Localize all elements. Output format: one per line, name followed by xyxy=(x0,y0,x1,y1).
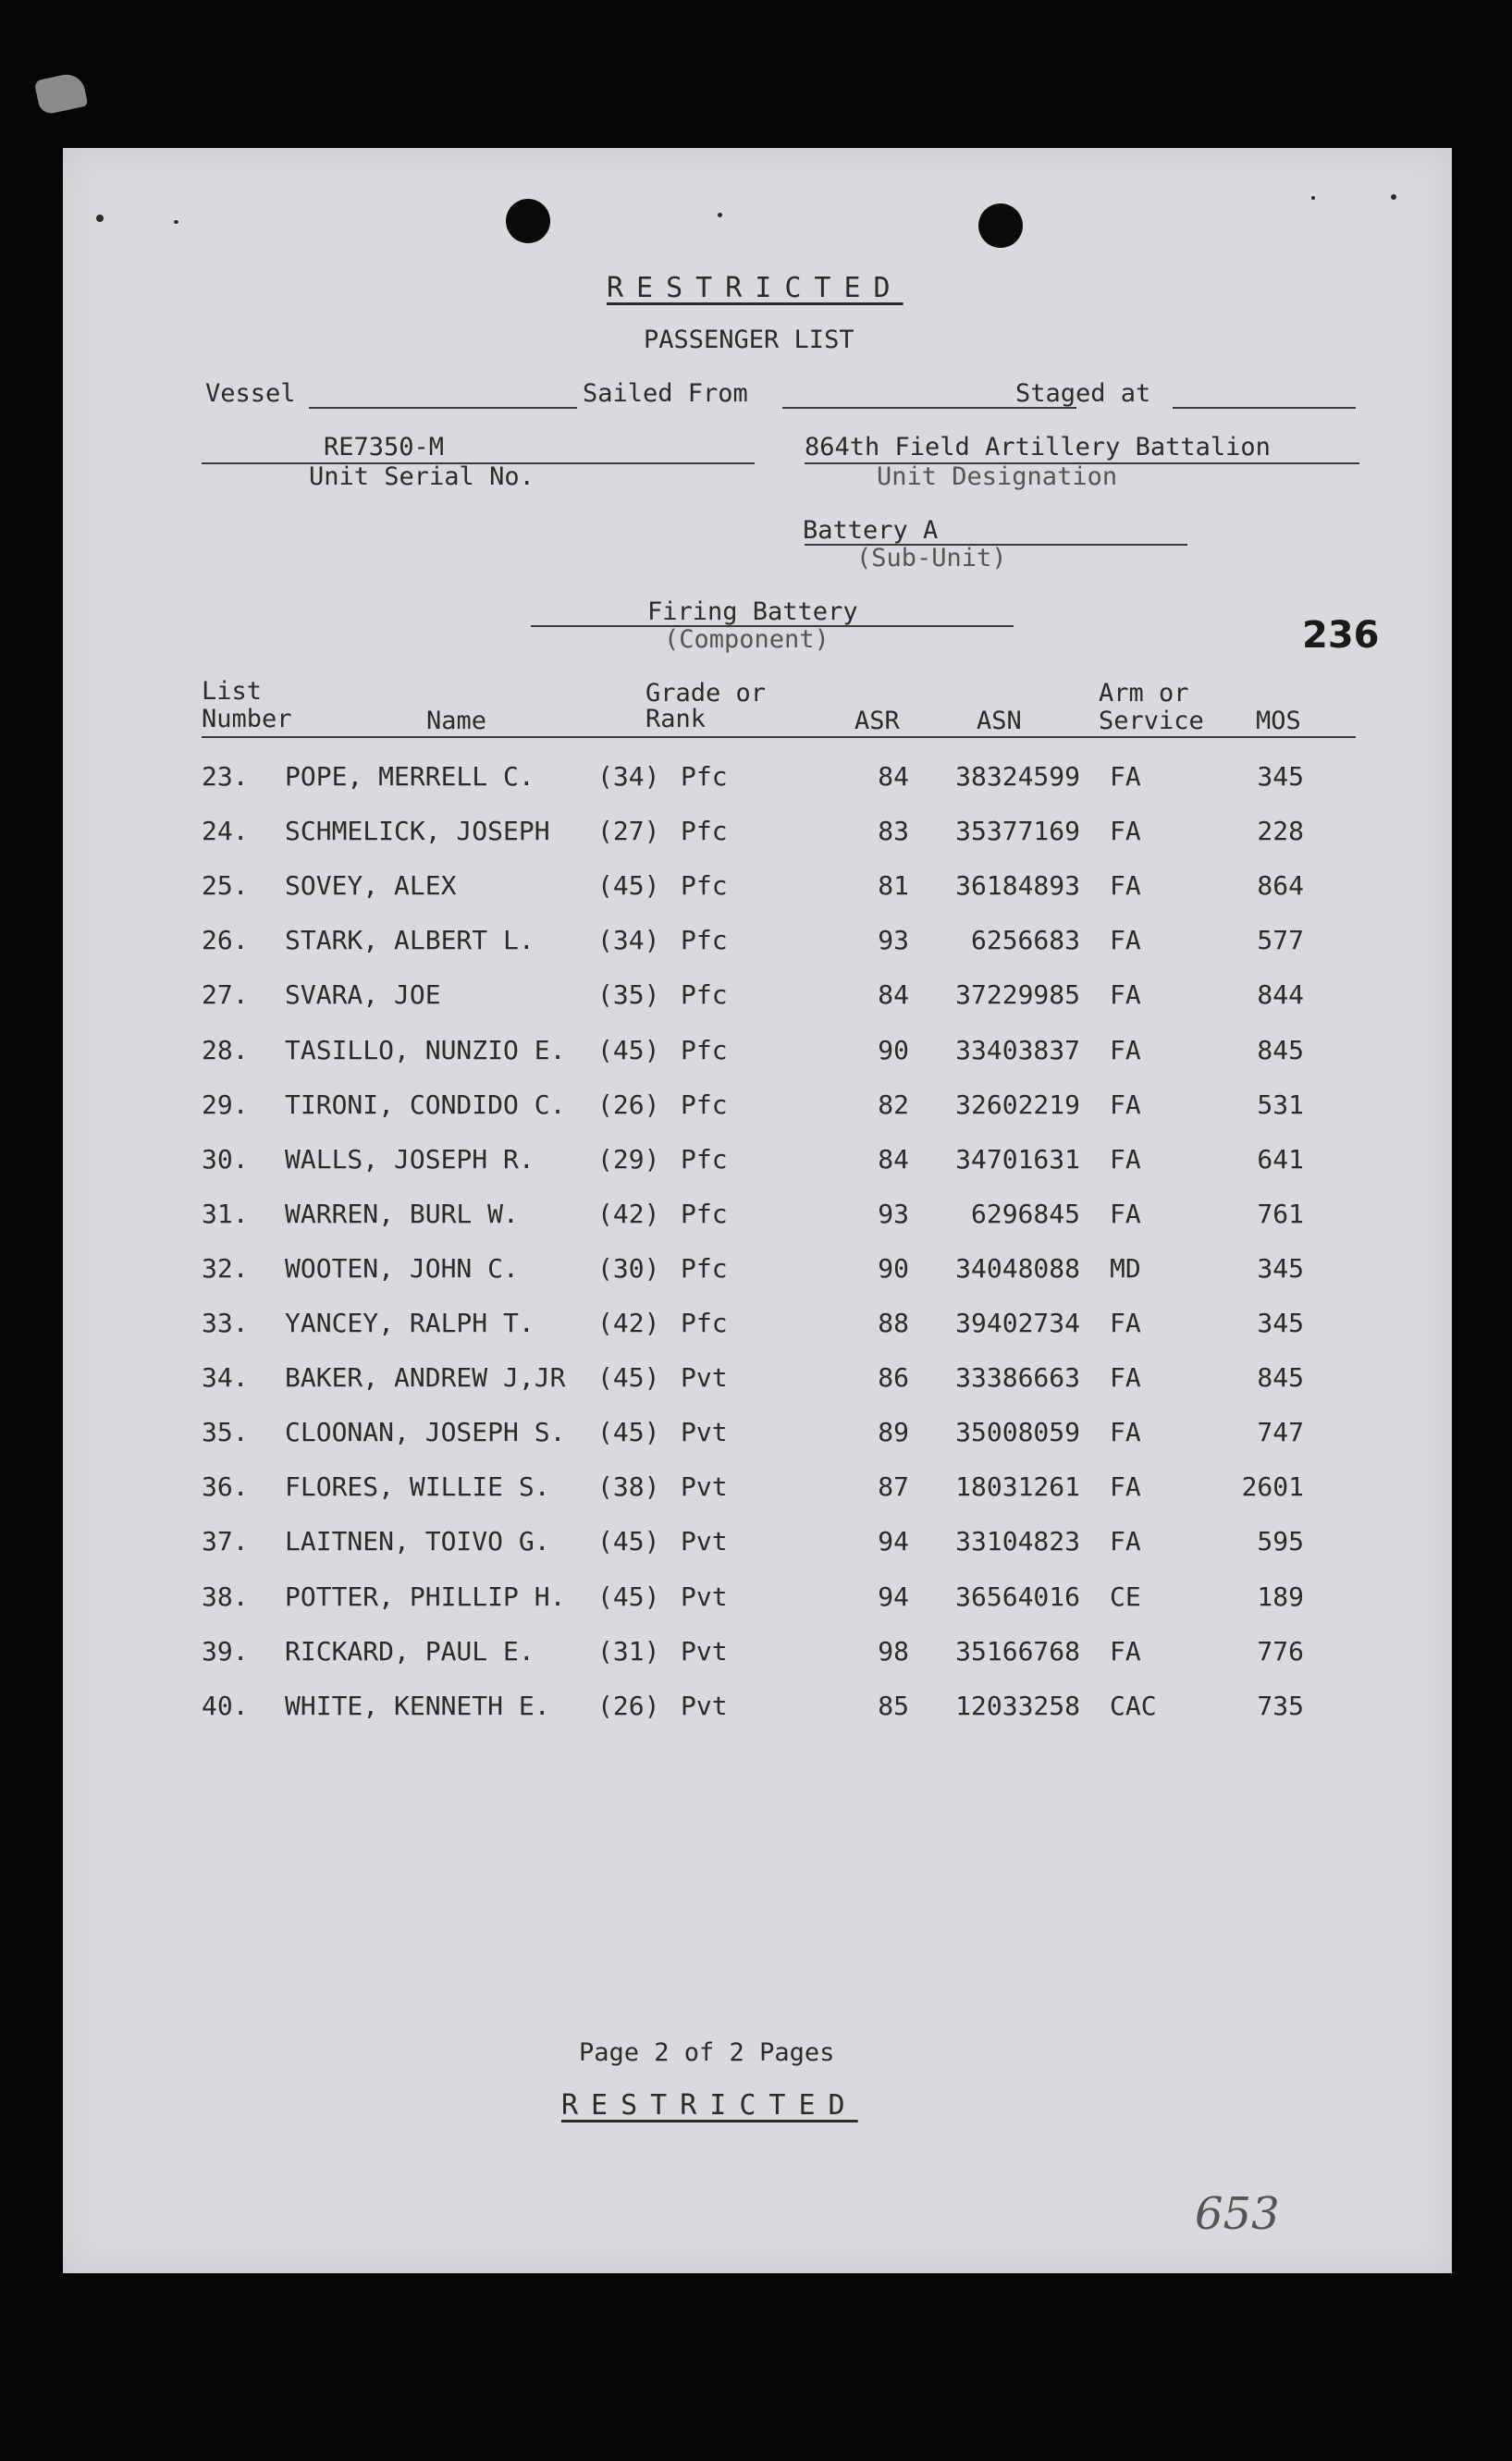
row-name: TIRONI, CONDIDO C. xyxy=(285,1089,566,1120)
row-age: (26) xyxy=(597,1089,660,1120)
row-name: WARREN, BURL W. xyxy=(285,1199,519,1229)
row-number: 23. xyxy=(202,761,249,792)
row-age: (42) xyxy=(597,1308,660,1338)
row-name: WALLS, JOSEPH R. xyxy=(285,1144,535,1175)
row-age: (34) xyxy=(597,925,660,955)
sub-unit-value: Battery A xyxy=(803,516,939,545)
row-mos: 345 xyxy=(1257,1253,1304,1284)
col-asr: ASR xyxy=(854,707,900,735)
row-arm: MD xyxy=(1110,1253,1141,1284)
component-label: (Component) xyxy=(664,625,830,654)
row-asr: 93 xyxy=(878,925,909,955)
col-grade-2: Rank xyxy=(645,705,707,733)
row-rank: Pfc xyxy=(681,1199,728,1229)
row-mos: 845 xyxy=(1257,1035,1304,1065)
row-number: 40. xyxy=(202,1691,249,1721)
row-arm: FA xyxy=(1110,1636,1141,1667)
row-arm: FA xyxy=(1110,1526,1141,1557)
row-asn: 6256683 xyxy=(970,925,1080,955)
row-rank: Pfc xyxy=(681,816,728,846)
row-mos: 595 xyxy=(1257,1526,1304,1557)
punch-hole-left xyxy=(506,199,550,243)
unit-serial-value: RE7350-M xyxy=(324,433,445,461)
row-number: 25. xyxy=(202,870,249,901)
row-age: (34) xyxy=(597,761,660,792)
classification-header: RESTRICTED xyxy=(607,272,904,304)
row-mos: 747 xyxy=(1257,1417,1304,1447)
row-asr: 93 xyxy=(878,1199,909,1229)
row-number: 27. xyxy=(202,979,249,1010)
row-number: 39. xyxy=(202,1636,249,1667)
row-rank: Pvt xyxy=(681,1362,728,1393)
row-asr: 81 xyxy=(878,870,909,901)
row-age: (45) xyxy=(597,1417,660,1447)
row-rank: Pfc xyxy=(681,761,728,792)
row-arm: CE xyxy=(1110,1581,1141,1612)
row-age: (45) xyxy=(597,1581,660,1612)
row-asn: 39402734 xyxy=(955,1308,1080,1338)
classification-footer: RESTRICTED xyxy=(561,2089,858,2122)
row-rank: Pfc xyxy=(681,1253,728,1284)
row-arm: FA xyxy=(1110,979,1141,1010)
col-name: Name xyxy=(426,707,487,735)
sub-unit-label: (Sub-Unit) xyxy=(856,544,1007,572)
row-age: (35) xyxy=(597,979,660,1010)
row-age: (38) xyxy=(597,1471,660,1502)
row-age: (26) xyxy=(597,1691,660,1721)
unit-serial-label: Unit Serial No. xyxy=(309,462,535,491)
row-number: 33. xyxy=(202,1308,249,1338)
row-mos: 761 xyxy=(1257,1199,1304,1229)
row-name: RICKARD, PAUL E. xyxy=(285,1636,535,1667)
row-name: FLORES, WILLIE S. xyxy=(285,1471,550,1502)
row-name: WOOTEN, JOHN C. xyxy=(285,1253,519,1284)
row-number: 34. xyxy=(202,1362,249,1393)
row-age: (30) xyxy=(597,1253,660,1284)
row-arm: FA xyxy=(1110,1199,1141,1229)
row-mos: 189 xyxy=(1257,1581,1304,1612)
row-asn: 35377169 xyxy=(955,816,1080,846)
document-title: PASSENGER LIST xyxy=(644,326,854,354)
row-asr: 98 xyxy=(878,1636,909,1667)
row-asn: 35008059 xyxy=(955,1417,1080,1447)
row-mos: 735 xyxy=(1257,1691,1304,1721)
row-age: (45) xyxy=(597,870,660,901)
col-list-2: Number xyxy=(202,705,292,733)
row-asn: 36184893 xyxy=(955,870,1080,901)
stamp-number: 236 xyxy=(1302,614,1380,657)
row-name: POTTER, PHILLIP H. xyxy=(285,1581,566,1612)
row-arm: FA xyxy=(1110,1308,1141,1338)
col-asn: ASN xyxy=(977,707,1022,735)
row-number: 31. xyxy=(202,1199,249,1229)
row-rank: Pvt xyxy=(681,1581,728,1612)
row-name: POPE, MERRELL C. xyxy=(285,761,535,792)
row-asn: 34701631 xyxy=(955,1144,1080,1175)
row-asr: 88 xyxy=(878,1308,909,1338)
row-name: SOVEY, ALEX xyxy=(285,870,457,901)
row-number: 32. xyxy=(202,1253,249,1284)
row-asn: 6296845 xyxy=(970,1199,1080,1229)
speck xyxy=(1311,196,1315,200)
row-rank: Pvt xyxy=(681,1471,728,1502)
row-arm: FA xyxy=(1110,870,1141,901)
row-arm: FA xyxy=(1110,761,1141,792)
row-name: SVARA, JOE xyxy=(285,979,441,1010)
row-name: BAKER, ANDREW J,JR xyxy=(285,1362,566,1393)
row-arm: FA xyxy=(1110,925,1141,955)
row-number: 29. xyxy=(202,1089,249,1120)
row-asr: 89 xyxy=(878,1417,909,1447)
row-asn: 33104823 xyxy=(955,1526,1080,1557)
row-name: WHITE, KENNETH E. xyxy=(285,1691,550,1721)
row-asr: 90 xyxy=(878,1253,909,1284)
row-mos: 844 xyxy=(1257,979,1304,1010)
row-mos: 776 xyxy=(1257,1636,1304,1667)
row-rank: Pvt xyxy=(681,1636,728,1667)
row-asn: 32602219 xyxy=(955,1089,1080,1120)
staged-at-line xyxy=(1173,407,1356,409)
unit-designation-label: Unit Designation xyxy=(877,462,1118,491)
row-age: (45) xyxy=(597,1526,660,1557)
row-mos: 845 xyxy=(1257,1362,1304,1393)
row-name: LAITNEN, TOIVO G. xyxy=(285,1526,550,1557)
unit-designation-value: 864th Field Artillery Battalion xyxy=(805,433,1271,461)
row-number: 38. xyxy=(202,1581,249,1612)
row-mos: 864 xyxy=(1257,870,1304,901)
row-name: YANCEY, RALPH T. xyxy=(285,1308,535,1338)
col-arm-1: Arm or xyxy=(1099,679,1189,708)
row-arm: FA xyxy=(1110,816,1141,846)
row-asr: 84 xyxy=(878,1144,909,1175)
document-page xyxy=(63,148,1452,2273)
row-asn: 12033258 xyxy=(955,1691,1080,1721)
row-name: STARK, ALBERT L. xyxy=(285,925,535,955)
vessel-line xyxy=(309,407,577,409)
row-age: (45) xyxy=(597,1362,660,1393)
column-header-line xyxy=(202,736,1356,738)
row-rank: Pfc xyxy=(681,1308,728,1338)
row-number: 28. xyxy=(202,1035,249,1065)
col-grade-1: Grade or xyxy=(645,679,767,708)
row-arm: FA xyxy=(1110,1471,1141,1502)
row-mos: 2601 xyxy=(1241,1471,1304,1502)
row-rank: Pvt xyxy=(681,1691,728,1721)
row-asr: 94 xyxy=(878,1526,909,1557)
row-asr: 87 xyxy=(878,1471,909,1502)
row-arm: FA xyxy=(1110,1035,1141,1065)
row-name: TASILLO, NUNZIO E. xyxy=(285,1035,566,1065)
row-rank: Pvt xyxy=(681,1417,728,1447)
row-asn: 35166768 xyxy=(955,1636,1080,1667)
row-name: SCHMELICK, JOSEPH xyxy=(285,816,550,846)
row-asr: 84 xyxy=(878,979,909,1010)
row-arm: CAC xyxy=(1110,1691,1157,1721)
row-rank: Pfc xyxy=(681,979,728,1010)
row-asr: 82 xyxy=(878,1089,909,1120)
row-number: 35. xyxy=(202,1417,249,1447)
row-asr: 86 xyxy=(878,1362,909,1393)
col-mos: MOS xyxy=(1256,707,1301,735)
punch-hole-right xyxy=(978,203,1023,248)
row-asr: 84 xyxy=(878,761,909,792)
row-asn: 37229985 xyxy=(955,979,1080,1010)
row-asr: 94 xyxy=(878,1581,909,1612)
row-rank: Pfc xyxy=(681,1035,728,1065)
row-mos: 345 xyxy=(1257,1308,1304,1338)
row-age: (31) xyxy=(597,1636,660,1667)
row-rank: Pfc xyxy=(681,925,728,955)
row-arm: FA xyxy=(1110,1362,1141,1393)
row-asn: 33386663 xyxy=(955,1362,1080,1393)
row-asn: 33403837 xyxy=(955,1035,1080,1065)
row-asr: 83 xyxy=(878,816,909,846)
speck xyxy=(718,213,722,217)
speck xyxy=(96,215,104,222)
row-asr: 90 xyxy=(878,1035,909,1065)
row-rank: Pfc xyxy=(681,1089,728,1120)
speck xyxy=(1391,194,1396,200)
row-number: 37. xyxy=(202,1526,249,1557)
row-rank: Pfc xyxy=(681,1144,728,1175)
row-asn: 18031261 xyxy=(955,1471,1080,1502)
staged-at-label: Staged at xyxy=(1015,379,1151,408)
row-age: (29) xyxy=(597,1144,660,1175)
row-asr: 85 xyxy=(878,1691,909,1721)
row-mos: 577 xyxy=(1257,925,1304,955)
vessel-label: Vessel xyxy=(205,379,296,408)
page-info: Page 2 of 2 Pages xyxy=(579,2038,835,2067)
row-arm: FA xyxy=(1110,1144,1141,1175)
handwritten-number: 653 xyxy=(1195,2188,1280,2240)
row-number: 26. xyxy=(202,925,249,955)
row-name: CLOONAN, JOSEPH S. xyxy=(285,1417,566,1447)
row-number: 24. xyxy=(202,816,249,846)
row-asn: 36564016 xyxy=(955,1581,1080,1612)
component-value: Firing Battery xyxy=(647,597,858,626)
row-age: (45) xyxy=(597,1035,660,1065)
row-mos: 531 xyxy=(1257,1089,1304,1120)
speck xyxy=(174,220,178,224)
row-arm: FA xyxy=(1110,1089,1141,1120)
row-mos: 228 xyxy=(1257,816,1304,846)
row-mos: 345 xyxy=(1257,761,1304,792)
row-age: (42) xyxy=(597,1199,660,1229)
row-asn: 34048088 xyxy=(955,1253,1080,1284)
row-number: 36. xyxy=(202,1471,249,1502)
sailed-from-label: Sailed From xyxy=(583,379,748,408)
row-mos: 641 xyxy=(1257,1144,1304,1175)
col-arm-2: Service xyxy=(1099,707,1204,735)
row-age: (27) xyxy=(597,816,660,846)
col-list-1: List xyxy=(202,677,263,706)
row-arm: FA xyxy=(1110,1417,1141,1447)
row-asn: 38324599 xyxy=(955,761,1080,792)
row-rank: Pvt xyxy=(681,1526,728,1557)
row-rank: Pfc xyxy=(681,870,728,901)
row-number: 30. xyxy=(202,1144,249,1175)
